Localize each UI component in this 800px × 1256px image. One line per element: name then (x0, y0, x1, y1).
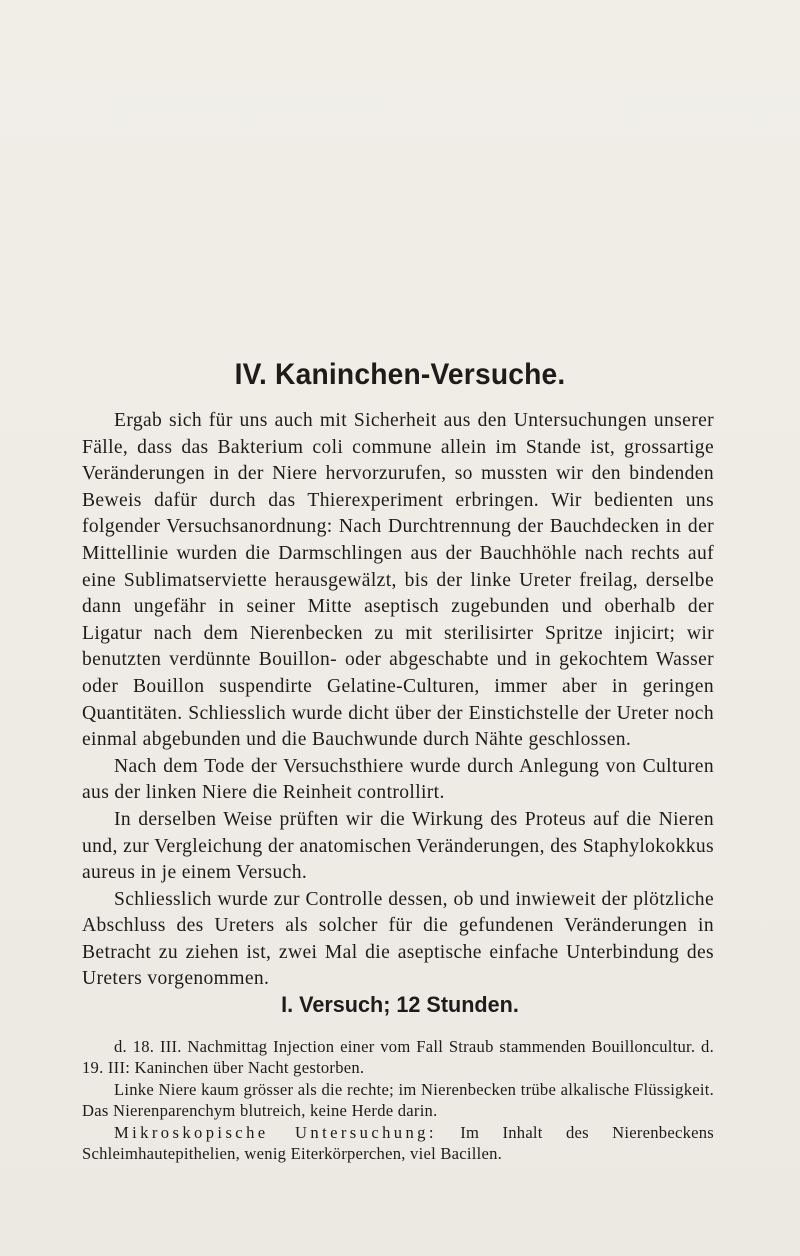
protocol-microscopy (82, 1122, 714, 1165)
section-heading: IV. Kaninchen-Versuche. (234, 358, 566, 391)
paragraph-control-cultures: Nach dem Tode der Versuchsthiere wurde durch Anlegung von Culturen aus der linken Niere die Reinheit controllirt. (82, 755, 714, 804)
microscopy-text: Im Inhalt des Nierenbeckens Schleimhautepithelien, wenig Eiterkörperchen, viel Bacillen. (82, 1122, 714, 1164)
microscopy-label: Mikroskopische Untersuchung: (114, 1122, 437, 1142)
body-text (82, 408, 714, 993)
paragraph-method: Ergab sich für uns auch mit Sicherheit aus den Untersuchungen unserer Fälle, dass das Bakterium coli commune allein im Stande ist, grossartige Veränderungen in der Niere hervorzurufen, so mussten wir den bindenden Beweis dafür durch das Thierexperiment erbringen. Wir bedienten uns folgender Versuchsanordnung: Nach Durchtrennung der Bauchdecken in der Mittellinie wurden die Darmschlingen aus der Bauchhöhle nach rechts auf eine Sublimatserviette herausgewälzt, bis der linke Ureter freilag, derselbe dann ungefähr in seiner Mitte aseptisch zugebunden und oberhalb der Ligatur nach dem Nierenbecken zu mit sterilisirter Spritze injicirt; wir benutzten verdünnte Bouillon- oder abgeschabte und in gekochtem Wasser oder Bouillon suspendirte Gelatine-Culturen, immer aber in geringen Quantitäten. Schliesslich wurde dicht über der Einstichstelle der Ureter noch einmal abgebunden und die Bauchwunde durch Nähte geschlossen. (82, 410, 714, 751)
protocol-injection: d. 18. III. Nachmittag Injection einer vom Fall Straub stammenden Bouilloncultur. d. 19. III: Kaninchen über Nacht gestorben. (82, 1037, 714, 1078)
experiment-heading: I. Versuch; 12 Stunden. (281, 992, 519, 1017)
paragraph-ligature-control: Schliesslich wurde zur Controlle dessen, ob und inwieweit der plötzliche Abschluss des Ureters als solcher für die gefundenen Veränderungen in Betracht zu ziehen ist, zwei Mal die aseptische einfache Unterbindung des Ureters vorgenommen. (82, 888, 714, 990)
paragraph-proteus: In derselben Weise prüften wir die Wirkung des Proteus auf die Nieren und, zur Vergleichung der anatomischen Veränderungen, des Staphylokokkus aureus in je einem Versuch. (82, 808, 714, 884)
experiment-protocol (82, 1036, 714, 1164)
protocol-findings: Linke Niere kaum grösser als die rechte; im Nierenbecken trübe alkalische Flüssigkeit. Das Nierenparenchym blutreich, keine Herde darin. (82, 1079, 714, 1121)
